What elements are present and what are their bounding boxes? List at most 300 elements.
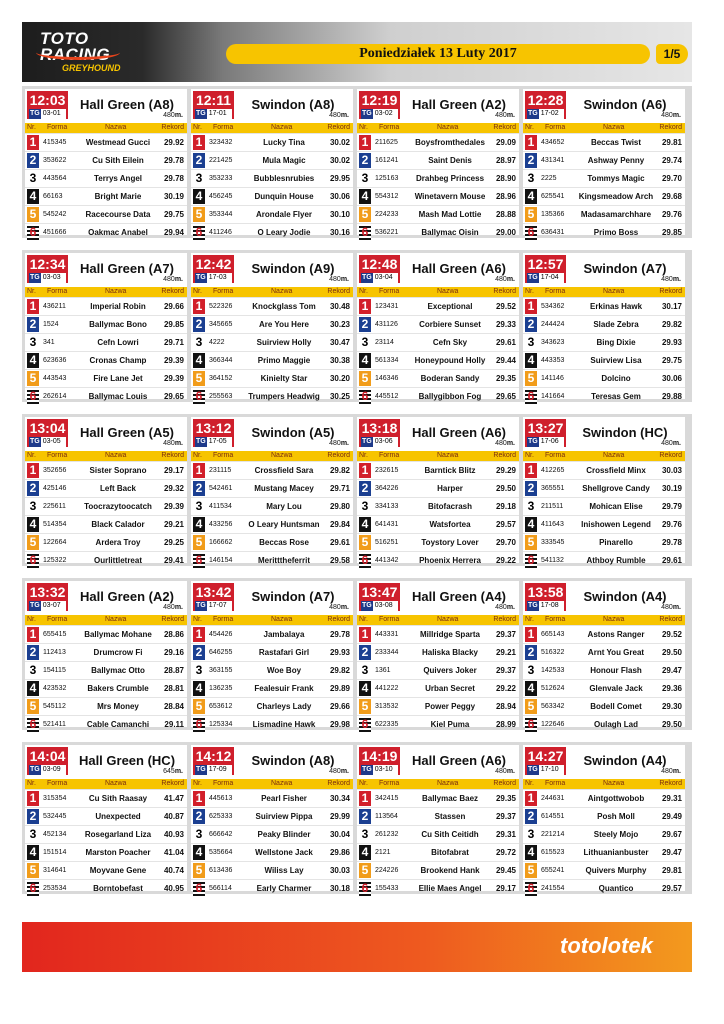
race-card[interactable] bbox=[191, 581, 353, 731]
runner-record: 29.85 bbox=[163, 320, 184, 329]
runner-form: 536221 bbox=[375, 229, 399, 236]
column-header-nazwa: Nazwa bbox=[271, 616, 293, 623]
column-header-rekord: Rekord bbox=[493, 288, 516, 295]
runner-row[interactable] bbox=[191, 715, 353, 733]
runner-name: Mary Lou bbox=[266, 502, 302, 511]
runner-form: 425146 bbox=[43, 485, 67, 492]
race-card[interactable] bbox=[25, 89, 187, 239]
runner-form: 521411 bbox=[43, 721, 66, 728]
runner-row[interactable] bbox=[357, 169, 519, 187]
runner-row[interactable] bbox=[191, 351, 353, 369]
distance-value: 480 bbox=[163, 604, 175, 611]
runner-record: 28.90 bbox=[495, 174, 516, 183]
runner-row[interactable] bbox=[191, 697, 353, 715]
runner-row[interactable] bbox=[25, 223, 187, 241]
race-card[interactable] bbox=[191, 745, 353, 895]
runner-row[interactable] bbox=[191, 169, 353, 187]
runner-form: 451666 bbox=[43, 229, 67, 236]
trap-number-badge: 5 bbox=[359, 699, 371, 714]
runner-row[interactable] bbox=[25, 187, 187, 205]
trap-number-badge: 1 bbox=[359, 463, 371, 478]
runner-record: 29.94 bbox=[163, 228, 184, 237]
runner-name: Terrys Angel bbox=[93, 174, 142, 183]
runner-row[interactable] bbox=[25, 697, 187, 715]
distance-unit: m. bbox=[672, 112, 681, 119]
race-time: 12:28 bbox=[527, 92, 564, 108]
column-header-nr: Nr. bbox=[359, 288, 368, 295]
trap-number-badge: 2 bbox=[27, 317, 39, 332]
runner-row[interactable] bbox=[357, 879, 519, 897]
race-time-box bbox=[525, 255, 566, 283]
runner-row[interactable] bbox=[523, 297, 685, 315]
runner-row[interactable] bbox=[191, 151, 353, 169]
trap-number-badge: 4 bbox=[525, 845, 537, 860]
distance-unit: m. bbox=[506, 440, 515, 447]
runner-row[interactable] bbox=[191, 879, 353, 897]
distance-value: 480 bbox=[495, 276, 507, 283]
trap-number-badge: 5 bbox=[27, 535, 39, 550]
runner-row[interactable] bbox=[357, 807, 519, 825]
runner-form: 653612 bbox=[209, 703, 233, 710]
runner-row[interactable] bbox=[191, 861, 353, 879]
runner-row[interactable] bbox=[25, 297, 187, 315]
runner-name: Rastafari Girl bbox=[258, 648, 310, 657]
runner-name: Ballymac Bono bbox=[89, 320, 147, 329]
race-card[interactable] bbox=[357, 745, 519, 895]
runner-form: 221214 bbox=[541, 831, 565, 838]
runner-record: 29.65 bbox=[495, 392, 516, 401]
runner-row[interactable] bbox=[191, 497, 353, 515]
race-distance bbox=[495, 275, 515, 284]
runner-record: 29.98 bbox=[329, 720, 350, 729]
runner-row[interactable] bbox=[357, 223, 519, 241]
runner-name: Toocrazytoocatch bbox=[84, 502, 152, 511]
runner-row[interactable] bbox=[357, 133, 519, 151]
runner-row[interactable] bbox=[523, 315, 685, 333]
runner-row[interactable] bbox=[357, 297, 519, 315]
runner-row[interactable] bbox=[191, 551, 353, 569]
column-header-rekord: Rekord bbox=[161, 780, 184, 787]
runner-row[interactable] bbox=[523, 169, 685, 187]
runner-row[interactable] bbox=[25, 715, 187, 733]
trap-number-badge: 4 bbox=[525, 353, 537, 368]
runner-row[interactable] bbox=[523, 643, 685, 661]
race-card[interactable] bbox=[357, 581, 519, 731]
runner-row[interactable] bbox=[357, 551, 519, 569]
trap-number-badge: 6 bbox=[27, 225, 39, 240]
trap-number-badge: 5 bbox=[525, 371, 537, 386]
trap-number-badge: 4 bbox=[193, 845, 205, 860]
race-card[interactable] bbox=[523, 89, 685, 239]
runner-row[interactable] bbox=[357, 151, 519, 169]
runner-row[interactable] bbox=[357, 861, 519, 879]
race-time: 13:32 bbox=[29, 584, 66, 600]
distance-unit: m. bbox=[672, 276, 681, 283]
runner-row[interactable] bbox=[357, 679, 519, 697]
trap-number-badge: 2 bbox=[525, 481, 537, 496]
race-time-box bbox=[27, 583, 68, 611]
runner-row[interactable] bbox=[191, 643, 353, 661]
runner-row[interactable] bbox=[357, 497, 519, 515]
runner-row[interactable] bbox=[523, 533, 685, 551]
runner-row[interactable] bbox=[523, 333, 685, 351]
runner-row[interactable] bbox=[523, 497, 685, 515]
runner-row[interactable] bbox=[523, 369, 685, 387]
race-time: 13:27 bbox=[527, 420, 564, 436]
runner-row[interactable] bbox=[191, 387, 353, 405]
runner-row[interactable] bbox=[523, 789, 685, 807]
runner-row[interactable] bbox=[25, 789, 187, 807]
runner-row[interactable] bbox=[357, 843, 519, 861]
runner-name: Westmead Gucci bbox=[85, 138, 151, 147]
trap-number-badge: 1 bbox=[525, 627, 537, 642]
race-card-header bbox=[357, 417, 519, 451]
runner-row[interactable] bbox=[191, 661, 353, 679]
runner-name: Borntobefast bbox=[93, 884, 143, 893]
runner-row[interactable] bbox=[25, 387, 187, 405]
runner-row[interactable] bbox=[191, 843, 353, 861]
column-header-forma: Forma bbox=[545, 616, 566, 623]
runner-record: 40.93 bbox=[163, 830, 184, 839]
runner-row[interactable] bbox=[523, 861, 685, 879]
trap-number-badge: 1 bbox=[27, 791, 39, 806]
runner-form: 443353 bbox=[541, 357, 565, 364]
runner-form: 66163 bbox=[43, 193, 63, 200]
runner-record: 29.78 bbox=[661, 538, 682, 547]
runner-row[interactable] bbox=[523, 715, 685, 733]
runner-row[interactable] bbox=[25, 205, 187, 223]
race-code: 03-05 bbox=[42, 438, 61, 445]
runner-row[interactable] bbox=[25, 151, 187, 169]
runner-row[interactable] bbox=[191, 205, 353, 223]
race-card[interactable] bbox=[25, 581, 187, 731]
runner-record: 28.84 bbox=[163, 702, 184, 711]
trap-number-badge: 5 bbox=[359, 863, 371, 878]
column-header-rekord: Rekord bbox=[659, 288, 682, 295]
race-code: 03-08 bbox=[374, 602, 393, 609]
runner-form: 532445 bbox=[43, 813, 67, 820]
runner-name: Cefn Sky bbox=[432, 338, 468, 347]
runner-form: 561334 bbox=[375, 357, 399, 364]
race-card[interactable] bbox=[523, 417, 685, 567]
runner-row[interactable] bbox=[357, 661, 519, 679]
trap-number-badge: 6 bbox=[525, 553, 537, 568]
runner-row[interactable] bbox=[523, 697, 685, 715]
runner-form: 454426 bbox=[209, 631, 233, 638]
runner-row[interactable] bbox=[523, 625, 685, 643]
column-header-nazwa: Nazwa bbox=[271, 780, 293, 787]
runner-row[interactable] bbox=[523, 151, 685, 169]
runner-row[interactable] bbox=[25, 551, 187, 569]
race-card[interactable] bbox=[25, 253, 187, 403]
runner-row[interactable] bbox=[357, 697, 519, 715]
runner-row[interactable] bbox=[523, 351, 685, 369]
race-card-header bbox=[191, 581, 353, 615]
race-code: 03-02 bbox=[374, 110, 393, 117]
column-header-forma: Forma bbox=[213, 124, 234, 131]
trap-number-badge: 4 bbox=[193, 681, 205, 696]
distance-value: 480 bbox=[329, 768, 341, 775]
runner-row[interactable] bbox=[357, 643, 519, 661]
runner-row[interactable] bbox=[25, 169, 187, 187]
runner-name: Teresas Gem bbox=[591, 392, 641, 401]
column-header-row bbox=[357, 287, 519, 297]
runner-row[interactable] bbox=[357, 315, 519, 333]
column-header-forma: Forma bbox=[213, 780, 234, 787]
runner-row[interactable] bbox=[523, 679, 685, 697]
race-venue: Swindon (A7) bbox=[583, 261, 667, 276]
race-card[interactable] bbox=[523, 581, 685, 731]
runner-row[interactable] bbox=[25, 625, 187, 643]
race-distance bbox=[329, 767, 349, 776]
race-time-box bbox=[359, 419, 400, 447]
runner-row[interactable] bbox=[191, 533, 353, 551]
race-distance bbox=[661, 111, 681, 120]
trap-number-badge: 3 bbox=[27, 171, 39, 186]
runner-record: 29.99 bbox=[329, 812, 350, 821]
runner-row[interactable] bbox=[357, 461, 519, 479]
runner-row[interactable] bbox=[523, 133, 685, 151]
runner-row[interactable] bbox=[523, 807, 685, 825]
runner-name: Unexpected bbox=[95, 812, 141, 821]
runner-record: 28.86 bbox=[163, 630, 184, 639]
trap-number-badge: 3 bbox=[27, 827, 39, 842]
runner-row[interactable] bbox=[357, 205, 519, 223]
race-time: 13:04 bbox=[29, 420, 66, 436]
runner-row[interactable] bbox=[25, 315, 187, 333]
trap-number-badge: 6 bbox=[27, 881, 39, 896]
runner-row[interactable] bbox=[191, 515, 353, 533]
runner-name: Arnt You Great bbox=[587, 648, 645, 657]
runner-row[interactable] bbox=[357, 333, 519, 351]
runner-name: Bitofabrat bbox=[431, 848, 469, 857]
runner-row[interactable] bbox=[25, 661, 187, 679]
race-venue: Hall Green (A6) bbox=[412, 425, 506, 440]
column-header-nr: Nr. bbox=[525, 124, 534, 131]
race-time: 13:47 bbox=[361, 584, 398, 600]
trap-number-badge: 3 bbox=[359, 663, 371, 678]
distance-unit: m. bbox=[672, 768, 681, 775]
date-label: Poniedziałek 13 Luty 2017 bbox=[226, 44, 650, 64]
race-code-box bbox=[195, 273, 232, 283]
runner-row[interactable] bbox=[191, 825, 353, 843]
race-code-box bbox=[527, 601, 564, 611]
runner-record: 29.25 bbox=[163, 538, 184, 547]
race-card-header bbox=[191, 417, 353, 451]
runner-form: 365551 bbox=[541, 485, 565, 492]
runner-row[interactable] bbox=[357, 625, 519, 643]
runner-name: Fire Lane Jet bbox=[93, 374, 143, 383]
runner-row[interactable] bbox=[523, 879, 685, 897]
runner-row[interactable] bbox=[357, 479, 519, 497]
race-card[interactable] bbox=[191, 253, 353, 403]
trap-number-badge: 1 bbox=[27, 463, 39, 478]
runner-row[interactable] bbox=[523, 461, 685, 479]
runner-row[interactable] bbox=[523, 187, 685, 205]
race-venue: Swindon (A8) bbox=[251, 97, 335, 112]
runner-form: 363155 bbox=[209, 667, 233, 674]
runner-row[interactable] bbox=[357, 715, 519, 733]
column-header-rekord: Rekord bbox=[493, 616, 516, 623]
race-code-box bbox=[29, 437, 66, 447]
trap-number-badge: 5 bbox=[193, 535, 205, 550]
runner-row[interactable] bbox=[357, 187, 519, 205]
runner-row[interactable] bbox=[523, 387, 685, 405]
column-header-rekord: Rekord bbox=[327, 452, 350, 459]
column-header-row bbox=[25, 615, 187, 625]
runner-row[interactable] bbox=[191, 461, 353, 479]
race-card[interactable] bbox=[357, 89, 519, 239]
runner-name: Ballymac Oisin bbox=[421, 228, 479, 237]
runner-row[interactable] bbox=[25, 643, 187, 661]
runner-name: Bright Marie bbox=[94, 192, 142, 201]
race-card[interactable] bbox=[191, 89, 353, 239]
runner-row[interactable] bbox=[523, 515, 685, 533]
race-card[interactable] bbox=[25, 417, 187, 567]
runner-row[interactable] bbox=[25, 825, 187, 843]
runner-record: 29.93 bbox=[329, 648, 350, 657]
runner-row[interactable] bbox=[357, 387, 519, 405]
runner-name: Crossfield Minx bbox=[586, 466, 646, 475]
runner-row[interactable] bbox=[25, 351, 187, 369]
race-card[interactable] bbox=[191, 417, 353, 567]
runner-form: 224226 bbox=[375, 867, 399, 874]
runner-row[interactable] bbox=[191, 187, 353, 205]
race-distance bbox=[163, 111, 183, 120]
runner-row[interactable] bbox=[25, 515, 187, 533]
race-card[interactable] bbox=[523, 745, 685, 895]
runner-name: Millridge Sparta bbox=[419, 630, 480, 639]
runner-record: 29.37 bbox=[495, 812, 516, 821]
runner-record: 28.81 bbox=[163, 684, 184, 693]
runner-row[interactable] bbox=[523, 223, 685, 241]
runner-row[interactable] bbox=[191, 333, 353, 351]
runner-form: 625541 bbox=[541, 193, 565, 200]
runner-row[interactable] bbox=[25, 861, 187, 879]
runner-row[interactable] bbox=[357, 351, 519, 369]
trap-number-badge: 5 bbox=[27, 699, 39, 714]
runner-row[interactable] bbox=[523, 825, 685, 843]
runner-name: Cu Sith Raasay bbox=[88, 794, 148, 803]
runner-row[interactable] bbox=[25, 497, 187, 515]
runner-row[interactable] bbox=[357, 369, 519, 387]
race-card[interactable] bbox=[25, 745, 187, 895]
runner-name: Knockglass Tom bbox=[252, 302, 316, 311]
trap-number-badge: 2 bbox=[193, 809, 205, 824]
runner-form: 364152 bbox=[209, 375, 233, 382]
runner-row[interactable] bbox=[523, 661, 685, 679]
trap-number-badge: 3 bbox=[193, 827, 205, 842]
runner-name: Saint Denis bbox=[428, 156, 472, 165]
runner-name: Mrs Money bbox=[97, 702, 139, 711]
runner-row[interactable] bbox=[25, 133, 187, 151]
trap-number-badge: 4 bbox=[359, 681, 371, 696]
runner-name: Ardera Troy bbox=[95, 538, 141, 547]
trap-number-badge: 1 bbox=[27, 299, 39, 314]
runner-row[interactable] bbox=[191, 479, 353, 497]
runner-row[interactable] bbox=[523, 843, 685, 861]
runner-record: 29.95 bbox=[329, 174, 350, 183]
runner-row[interactable] bbox=[25, 879, 187, 897]
race-code: 17-02 bbox=[540, 110, 559, 117]
column-header-forma: Forma bbox=[545, 288, 566, 295]
race-venue: Swindon (A8) bbox=[251, 753, 335, 768]
column-header-forma: Forma bbox=[545, 780, 566, 787]
runner-form: 622335 bbox=[375, 721, 399, 728]
column-header-rekord: Rekord bbox=[327, 288, 350, 295]
runner-name: Kingsmeadow Arch bbox=[578, 192, 654, 201]
totolotek-logo: totolotek bbox=[560, 933, 653, 958]
runner-row[interactable] bbox=[25, 479, 187, 497]
runner-form: 146346 bbox=[375, 375, 399, 382]
runner-row[interactable] bbox=[191, 679, 353, 697]
runner-record: 29.68 bbox=[661, 192, 682, 201]
runner-form: 122664 bbox=[43, 539, 67, 546]
runner-record: 29.30 bbox=[661, 702, 682, 711]
race-card[interactable] bbox=[357, 253, 519, 403]
runner-row[interactable] bbox=[25, 369, 187, 387]
runner-row[interactable] bbox=[523, 551, 685, 569]
runner-row[interactable] bbox=[357, 515, 519, 533]
runner-row[interactable] bbox=[25, 843, 187, 861]
runner-record: 29.81 bbox=[661, 138, 682, 147]
tg-label: TG bbox=[528, 766, 538, 773]
race-card[interactable] bbox=[523, 253, 685, 403]
column-header-nazwa: Nazwa bbox=[437, 452, 459, 459]
runner-row[interactable] bbox=[191, 315, 353, 333]
runner-row[interactable] bbox=[25, 533, 187, 551]
tg-label: TG bbox=[196, 274, 206, 281]
runner-row[interactable] bbox=[191, 789, 353, 807]
runner-row[interactable] bbox=[191, 807, 353, 825]
runner-row[interactable] bbox=[191, 223, 353, 241]
runner-row[interactable] bbox=[357, 789, 519, 807]
runner-row[interactable] bbox=[523, 479, 685, 497]
race-card[interactable] bbox=[357, 417, 519, 567]
runner-row[interactable] bbox=[191, 297, 353, 315]
race-distance bbox=[661, 275, 681, 284]
runner-record: 29.00 bbox=[495, 228, 516, 237]
distance-value: 480 bbox=[661, 440, 673, 447]
runner-row[interactable] bbox=[357, 825, 519, 843]
runner-record: 40.74 bbox=[163, 866, 184, 875]
distance-unit: m. bbox=[672, 604, 681, 611]
runner-form: 636431 bbox=[541, 229, 565, 236]
runner-row[interactable] bbox=[191, 625, 353, 643]
runner-row[interactable] bbox=[523, 205, 685, 223]
runner-row[interactable] bbox=[25, 807, 187, 825]
runner-row[interactable] bbox=[25, 679, 187, 697]
runner-name: Watsfortea bbox=[429, 520, 471, 529]
runner-row[interactable] bbox=[191, 133, 353, 151]
trap-number-badge: 1 bbox=[27, 627, 39, 642]
runner-row[interactable] bbox=[25, 461, 187, 479]
runner-record: 29.57 bbox=[661, 884, 682, 893]
runner-row[interactable] bbox=[25, 333, 187, 351]
trap-number-badge: 2 bbox=[193, 317, 205, 332]
race-venue: Swindon (A7) bbox=[251, 589, 335, 604]
race-time: 13:12 bbox=[195, 420, 232, 436]
runner-row[interactable] bbox=[191, 369, 353, 387]
runner-name: Marston Poacher bbox=[85, 848, 151, 857]
runner-record: 30.03 bbox=[661, 466, 682, 475]
runner-form: 261232 bbox=[375, 831, 399, 838]
runner-name: Glenvale Jack bbox=[589, 684, 643, 693]
runner-name: Rosegarland Liza bbox=[84, 830, 152, 839]
column-header-rekord: Rekord bbox=[493, 124, 516, 131]
runner-row[interactable] bbox=[357, 533, 519, 551]
tg-label: TG bbox=[362, 438, 372, 445]
